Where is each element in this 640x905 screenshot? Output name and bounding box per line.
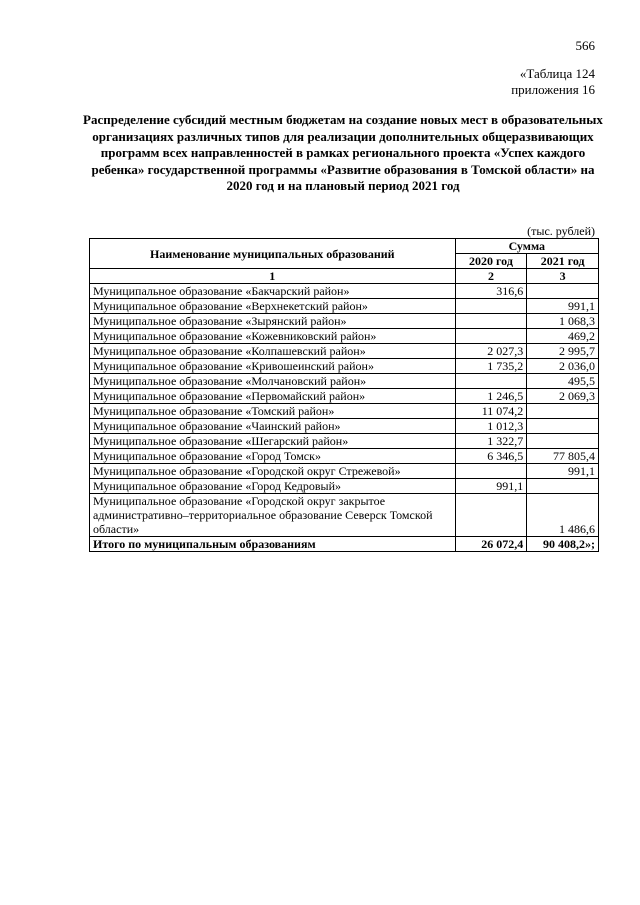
header-name: Наименование муниципальных образований [90,239,456,269]
header-sum: Сумма [455,239,598,254]
municipality-name: Муниципальное образование «Верхнекетский район» [90,299,456,314]
value-2021 [527,284,599,299]
appendix-annex-label: приложения 16 [511,82,595,97]
value-2020: 316,6 [455,284,527,299]
value-2021 [527,479,599,494]
table-row [90,434,599,449]
value-2021 [527,404,599,419]
value-2021: 1 486,6 [527,494,599,537]
value-2020 [455,464,527,479]
value-2020: 11 074,2 [455,404,527,419]
table-row [90,359,599,374]
value-2020 [455,299,527,314]
municipality-name: Муниципальное образование «Кожевниковский район» [90,329,456,344]
value-2021: 2 069,3 [527,389,599,404]
table-row [90,494,599,537]
value-2021 [527,434,599,449]
table-row [90,344,599,359]
value-2021: 469,2 [527,329,599,344]
value-2021: 991,1 [527,464,599,479]
table-row [90,419,599,434]
value-2020 [455,494,527,537]
table-row [90,284,599,299]
value-2020: 1 322,7 [455,434,527,449]
value-2021: 77 805,4 [527,449,599,464]
municipality-name: Муниципальное образование «Шегарский район» [90,434,456,449]
municipality-name: Муниципальное образование «Чаинский район» [90,419,456,434]
value-2021: 2 995,7 [527,344,599,359]
unit-label: (тыс. рублей) [527,224,595,238]
table-row [90,299,599,314]
appendix-reference [511,66,595,98]
value-2020: 1 246,5 [455,389,527,404]
municipality-name: Муниципальное образование «Первомайский район» [90,389,456,404]
total-label: Итого по муниципальным образованиям [90,537,456,552]
column-number-3: 3 [527,269,599,284]
table-row [90,374,599,389]
column-number-2: 2 [455,269,527,284]
header-2021: 2021 год [527,254,599,269]
municipality-name: Муниципальное образование «Молчановский район» [90,374,456,389]
table-row [90,314,599,329]
appendix-table-label: «Таблица 124 [519,66,595,81]
municipality-name: Муниципальное образование «Городской округ Стрежевой» [90,464,456,479]
value-2020: 1 012,3 [455,419,527,434]
municipality-name: Муниципальное образование «Городской округ закрытое административно–территориальное образование Северск Томской области» [90,494,456,537]
table-row [90,464,599,479]
total-2021: 90 408,2»; [527,537,599,552]
municipality-name: Муниципальное образование «Зырянский район» [90,314,456,329]
value-2021 [527,419,599,434]
table-row [90,479,599,494]
value-2021: 991,1 [527,299,599,314]
column-number-1: 1 [90,269,456,284]
municipality-name: Муниципальное образование «Бакчарский район» [90,284,456,299]
column-numbers-row [90,269,599,284]
value-2020 [455,314,527,329]
municipality-name: Муниципальное образование «Кривошеинский район» [90,359,456,374]
subsidy-table [89,238,599,552]
header-2020: 2020 год [455,254,527,269]
value-2020 [455,329,527,344]
value-2021: 1 068,3 [527,314,599,329]
municipality-name: Муниципальное образование «Томский район» [90,404,456,419]
municipality-name: Муниципальное образование «Город Томск» [90,449,456,464]
table-row [90,449,599,464]
total-row [90,537,599,552]
value-2020: 2 027,3 [455,344,527,359]
value-2021: 2 036,0 [527,359,599,374]
document-title: Распределение субсидий местным бюджетам на создание новых мест в образовательных организациях различных типов для реализации дополнительных общеразвивающих программ всех направленностей в рамках регионального проекта «Успех каждого ребенка» государственной программы «Развитие образования в Томской области» на 2020 год и на плановый период 2021 год [83,112,603,193]
municipality-name: Муниципальное образование «Колпашевский район» [90,344,456,359]
value-2020: 6 346,5 [455,449,527,464]
value-2021: 495,5 [527,374,599,389]
table-row [90,389,599,404]
table-row [90,404,599,419]
table-row [90,329,599,344]
header-row [90,239,599,254]
value-2020: 991,1 [455,479,527,494]
total-2020: 26 072,4 [455,537,527,552]
value-2020 [455,374,527,389]
page-number: 566 [575,38,595,53]
municipality-name: Муниципальное образование «Город Кедровый» [90,479,456,494]
value-2020: 1 735,2 [455,359,527,374]
